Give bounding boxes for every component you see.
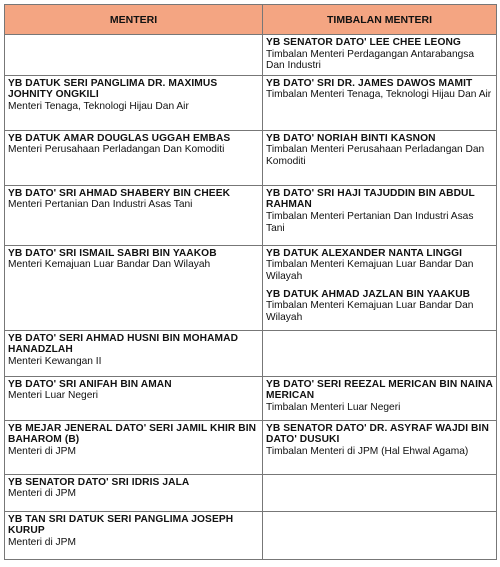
minister-position: Menteri Pertanian Dan Industri Asas Tani xyxy=(8,199,193,211)
deputy-position: Timbalan Menteri di JPM (Hal Ehwal Agama) xyxy=(266,445,469,457)
deputy-entry xyxy=(266,78,493,101)
minister-entry xyxy=(8,423,259,458)
timbalan-cell xyxy=(263,185,497,245)
menteri-cell xyxy=(5,330,263,376)
timbalan-cell xyxy=(263,330,497,376)
header-menteri: MENTERI xyxy=(5,5,263,35)
minister-name: YB DATUK SERI PANGLIMA DR. MAXIMUS JOHNITY ONGKILI xyxy=(8,77,218,101)
timbalan-cell xyxy=(263,376,497,420)
deputy-name: YB DATO' SRI HAJI TAJUDDIN BIN ABDUL RAHMAN xyxy=(266,187,475,211)
table-row xyxy=(5,75,497,130)
table-row xyxy=(5,185,497,245)
minister-name: YB DATO' SRI AHMAD SHABERY BIN CHEEK xyxy=(8,187,231,199)
minister-position: Menteri Kewangan II xyxy=(8,355,102,367)
deputy-position: Timbalan Menteri Tenaga, Teknologi Hijau Dan Air xyxy=(266,89,492,101)
table-row xyxy=(5,35,497,76)
deputy-name: YB SENATOR DATO' LEE CHEE LEONG xyxy=(266,37,461,48)
menteri-cell xyxy=(5,75,263,130)
deputy-name: YB SENATOR DATO' DR. ASYRAF WAJDI BIN DATO' DUSUKI xyxy=(266,422,489,446)
menteri-cell xyxy=(5,376,263,420)
deputy-entry xyxy=(266,248,493,283)
minister-entry xyxy=(8,78,259,113)
deputy-entry xyxy=(266,133,493,168)
menteri-cell xyxy=(5,420,263,474)
minister-entry xyxy=(8,379,259,402)
table-row xyxy=(5,420,497,474)
menteri-cell xyxy=(5,511,263,559)
minister-position: Menteri Luar Negeri xyxy=(8,390,99,402)
timbalan-cell xyxy=(263,35,497,76)
deputy-entry xyxy=(266,289,493,324)
table-row xyxy=(5,376,497,420)
header-timbalan: TIMBALAN MENTERI xyxy=(263,5,497,35)
menteri-cell xyxy=(5,35,263,76)
deputy-name: YB DATUK ALEXANDER NANTA LINGGI xyxy=(266,247,463,259)
deputy-position: Timbalan Menteri Perusahaan Perladangan Dan Komoditi xyxy=(266,144,485,167)
minister-position: Menteri di JPM xyxy=(8,445,76,457)
table-row xyxy=(5,245,497,330)
timbalan-cell xyxy=(263,245,497,330)
deputy-name: YB DATO' NORIAH BINTI KASNON xyxy=(266,132,436,144)
table-body xyxy=(5,35,497,560)
timbalan-cell xyxy=(263,511,497,559)
deputy-position: Timbalan Menteri Kemajuan Luar Bandar Dan Wilayah xyxy=(266,300,474,323)
minister-name: YB DATO' SERI AHMAD HUSNI BIN MOHAMAD HANADZLAH xyxy=(8,332,239,356)
deputy-position: Timbalan Menteri Luar Negeri xyxy=(266,401,401,413)
minister-table xyxy=(4,4,497,560)
menteri-cell xyxy=(5,474,263,511)
header-row xyxy=(5,5,497,35)
minister-name: YB MEJAR JENERAL DATO' SERI JAMIL KHIR BIN BAHAROM (B) xyxy=(8,422,257,446)
timbalan-cell xyxy=(263,75,497,130)
minister-entry xyxy=(8,188,259,211)
deputy-entry xyxy=(266,188,493,234)
minister-position: Menteri di JPM xyxy=(8,536,76,548)
deputy-name: YB DATO' SRI DR. JAMES DAWOS MAMIT xyxy=(266,77,473,89)
timbalan-cell xyxy=(263,130,497,185)
deputy-position: Timbalan Menteri Kemajuan Luar Bandar Dan Wilayah xyxy=(266,259,474,282)
minister-position: Menteri Perusahaan Perladangan Dan Komoditi xyxy=(8,144,225,156)
table-row xyxy=(5,474,497,511)
table-row xyxy=(5,130,497,185)
deputy-entry xyxy=(266,379,493,414)
minister-position: Menteri Tenaga, Teknologi Hijau Dan Air xyxy=(8,100,189,112)
table-row xyxy=(5,511,497,559)
timbalan-cell xyxy=(263,420,497,474)
menteri-cell xyxy=(5,185,263,245)
minister-position: Menteri di JPM xyxy=(8,488,76,500)
deputy-name: YB DATO' SERI REEZAL MERICAN BIN NAINA MERICAN xyxy=(266,378,493,402)
table-row xyxy=(5,330,497,376)
minister-name: YB DATO' SRI ISMAIL SABRI BIN YAAKOB xyxy=(8,247,217,259)
deputy-position: Timbalan Menteri Pertanian Dan Industri Asas Tani xyxy=(266,210,474,234)
menteri-cell xyxy=(5,130,263,185)
minister-entry xyxy=(8,133,259,156)
menteri-cell xyxy=(5,245,263,330)
minister-entry xyxy=(8,477,259,500)
timbalan-cell xyxy=(263,474,497,511)
deputy-entry xyxy=(266,423,493,458)
minister-entry xyxy=(8,333,259,368)
minister-name: YB DATUK AMAR DOUGLAS UGGAH EMBAS xyxy=(8,132,231,144)
minister-entry xyxy=(8,248,259,271)
minister-name: YB SENATOR DATO' SRI IDRIS JALA xyxy=(8,476,190,488)
minister-entry xyxy=(8,514,259,549)
minister-name: YB DATO' SRI ANIFAH BIN AMAN xyxy=(8,378,172,390)
deputy-name: YB DATUK AHMAD JAZLAN BIN YAAKUB xyxy=(266,288,471,300)
minister-position: Menteri Kemajuan Luar Bandar Dan Wilayah xyxy=(8,259,211,271)
deputy-position: Timbalan Menteri Perdagangan Antarabangsa Dan Industri xyxy=(266,48,475,72)
minister-name: YB TAN SRI DATUK SERI PANGLIMA JOSEPH KURUP xyxy=(8,513,234,537)
deputy-entry xyxy=(266,37,493,72)
